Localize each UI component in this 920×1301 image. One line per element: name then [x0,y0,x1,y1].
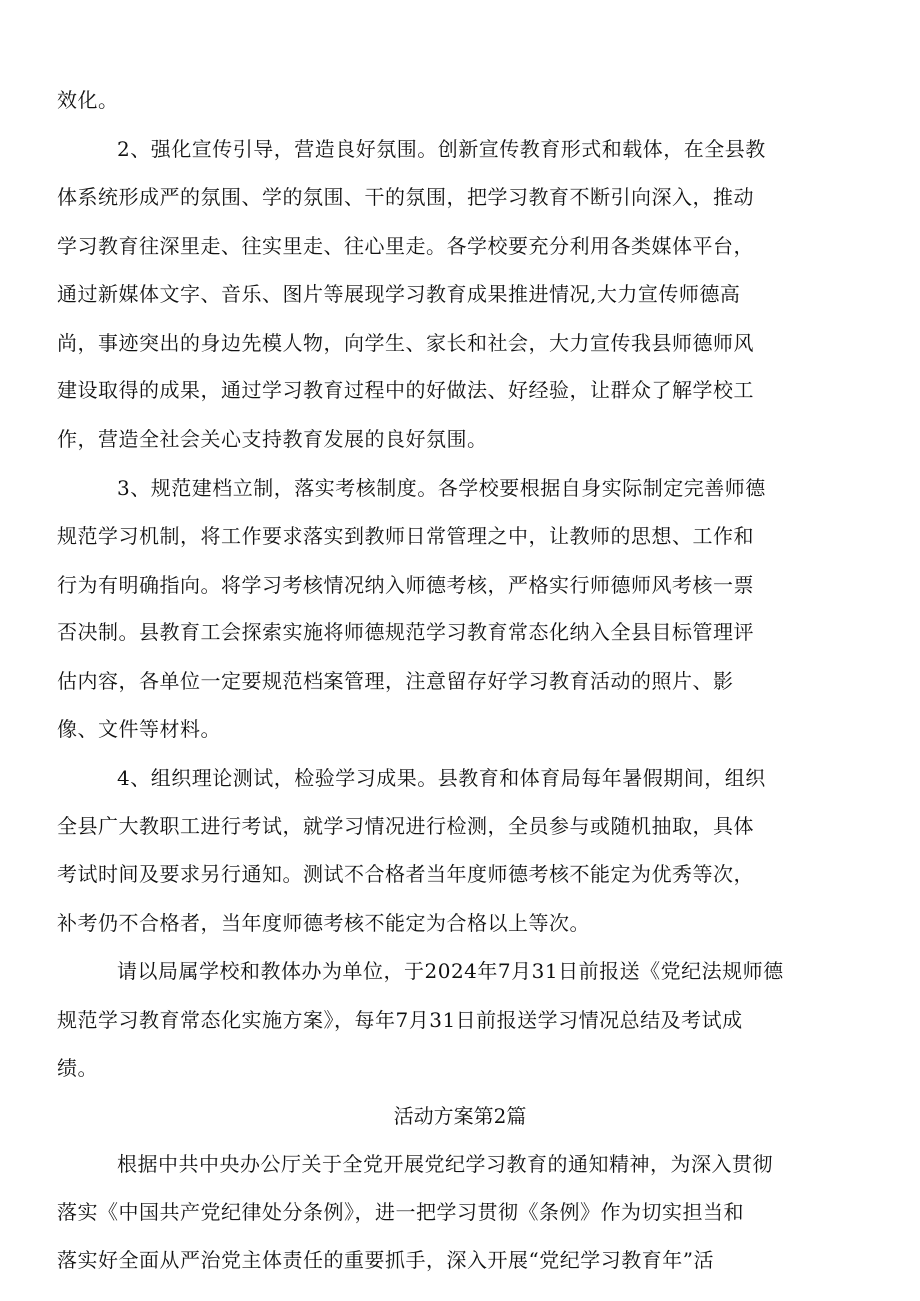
text-line: 否决制。县教育工会探索实施将师德规范学习教育常态化纳入全县目标管理评 [57,620,754,644]
text-line: 根据中共中央办公厅关于全党开展党纪学习教育的通知精神，为深入贯彻 [117,1152,773,1176]
text-line: 像、文件等材料。 [57,717,221,741]
text-line: 请以局属学校和教体办为单位，于2024年7月31日前报送《党纪法规师德 [117,959,784,983]
text-line: 规范学习教育常态化实施方案》，每年7月31日前报送学习情况总结及考试成 [57,1008,743,1032]
text-line: 考试时间及要求另行通知。测试不合格者当年度师德考核不能定为优秀等次， [57,862,754,886]
text-line: 4、组织理论测试，检验学习成果。县教育和体育局每年暑假期间，组织 [117,766,766,790]
text-line: 补考仍不合格者，当年度师德考核不能定为合格以上等次。 [57,911,590,935]
text-line: 建设取得的成果，通过学习教育过程中的好做法、好经验，让群众了解学校工 [57,378,754,402]
text-line: 体系统形成严的氛围、学的氛围、干的氛围，把学习教育不断引向深入，推动 [57,185,754,209]
text-line: 行为有明确指向。将学习考核情况纳入师德考核，严格实行师德师风考核一票 [57,573,754,597]
text-line: 2、强化宣传引导，营造良好氛围。创新宣传教育形式和载体，在全县教 [117,137,766,161]
text-line: 作，营造全社会关心支持教育发展的良好氛围。 [57,427,488,451]
text-line: 通过新媒体文字、音乐、图片等展现学习教育成果推进情况,大力宣传师德高 [57,282,741,306]
text-line: 落实《中国共产党纪律处分条例》，进一把学习贯彻《条例》作为切实担当和 [57,1200,744,1224]
text-line: 尚，事迹突出的身边先模人物，向学生、家长和社会，大力宣传我县师德师风 [57,331,754,355]
section-title: 活动方案第2篇 [393,1104,527,1128]
text-line: 3、规范建档立制，落实考核制度。各学校要根据自身实际制定完善师德 [117,476,766,500]
text-line: 全县广大教职工进行考试，就学习情况进行检测，全员参与或随机抽取，具体 [57,814,754,838]
text-line: 学习教育往深里走、往实里走、往心里走。各学校要充分利用各类媒体平台， [57,234,754,258]
text-line: 落实好全面从严治党主体责任的重要抓手，深入开展“党纪学习教育年”活 [57,1248,714,1272]
text-line: 效化。 [57,88,119,112]
text-line: 规范学习机制，将工作要求落实到教师日常管理之中，让教师的思想、工作和 [57,524,754,548]
text-line: 绩。 [57,1056,98,1080]
text-line: 估内容，各单位一定要规范档案管理，注意留存好学习教育活动的照片、影 [57,669,734,693]
